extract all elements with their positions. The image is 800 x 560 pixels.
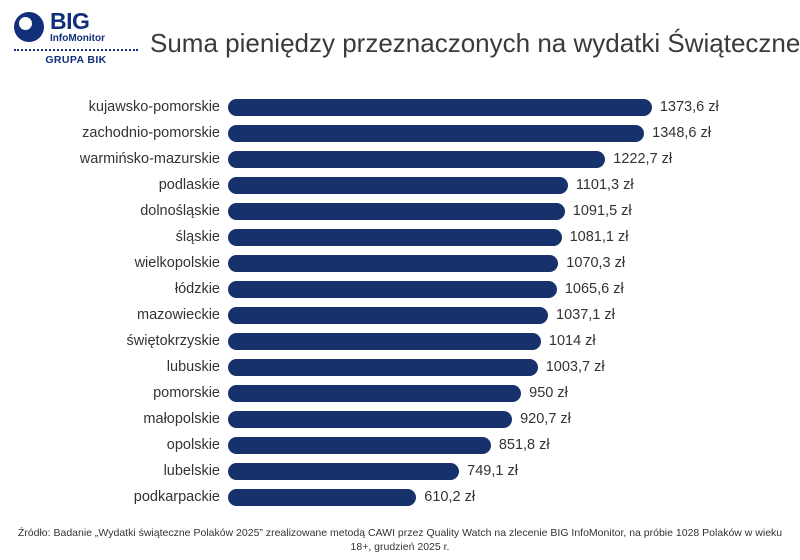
chart-bar-track xyxy=(228,354,790,380)
chart-bar-track xyxy=(228,94,790,120)
chart-row xyxy=(0,276,790,302)
chart-bar xyxy=(228,463,459,480)
chart-bar-track xyxy=(228,250,790,276)
chart-row xyxy=(0,172,790,198)
chart-bar xyxy=(228,411,512,428)
chart-category-label: zachodnio-pomorskie xyxy=(82,125,220,141)
chart-category-label: dolnośląskie xyxy=(140,203,220,219)
chart-bar xyxy=(228,255,558,272)
chart-value-label: 1373,6 zł xyxy=(659,99,719,115)
chart-bar xyxy=(228,99,652,116)
chart-bar-track xyxy=(228,302,790,328)
chart-value-label: 1101,3 zł xyxy=(575,177,634,193)
chart-value-label: 1037,1 zł xyxy=(556,307,615,323)
chart-row xyxy=(0,328,790,354)
chart-row xyxy=(0,432,790,458)
logo-text xyxy=(50,10,105,44)
chart-bar-track xyxy=(228,198,790,224)
chart-bar xyxy=(228,229,562,246)
chart-value-label: 1091,5 zł xyxy=(572,203,632,219)
chart-bar-track xyxy=(228,120,790,146)
chart-row xyxy=(0,484,790,510)
chart-category-label: kujawsko-pomorskie xyxy=(88,99,220,115)
circle-logo-icon xyxy=(14,12,44,42)
chart-title: Suma pieniędzy przeznaczonych na wydatki Świąteczne xyxy=(150,28,800,58)
logo-group: GRUPA BIK xyxy=(45,54,107,66)
chart-bar xyxy=(228,437,491,454)
chart-value-label: 1070,3 zł xyxy=(566,255,626,271)
chart-bar xyxy=(228,307,548,324)
chart-value-label: 851,8 zł xyxy=(498,437,550,453)
logo-brand: BIG xyxy=(50,8,90,34)
chart-value-label: 950 zł xyxy=(529,385,568,401)
chart-category-label: śląskie xyxy=(175,229,220,245)
chart-bar xyxy=(228,203,565,220)
logo xyxy=(14,10,144,66)
chart-bar-track xyxy=(228,224,790,250)
chart-category-label: podlaskie xyxy=(158,177,220,193)
chart-bar-track xyxy=(228,380,790,406)
chart-row xyxy=(0,458,790,484)
chart-bar xyxy=(228,281,557,298)
chart-row xyxy=(0,224,790,250)
chart-category-label: pomorskie xyxy=(153,385,220,401)
chart-bar xyxy=(228,333,541,350)
chart-category-label: mazowieckie xyxy=(137,307,220,323)
chart-row xyxy=(0,198,790,224)
chart-row xyxy=(0,146,790,172)
chart-bar xyxy=(228,151,605,168)
chart-value-label: 1014 zł xyxy=(548,333,596,349)
chart-category-label: łódzkie xyxy=(174,281,220,297)
bar-chart xyxy=(0,94,800,510)
chart-row xyxy=(0,354,790,380)
chart-value-label: 1348,6 zł xyxy=(652,125,711,141)
chart-bar-track xyxy=(228,328,790,354)
chart-bar-track xyxy=(228,146,790,172)
chart-bar xyxy=(228,177,568,194)
logo-row xyxy=(14,10,144,44)
chart-header xyxy=(0,0,800,86)
chart-row xyxy=(0,250,790,276)
chart-row xyxy=(0,120,790,146)
chart-category-label: lubuskie xyxy=(166,359,220,375)
chart-value-label: 1065,6 zł xyxy=(564,281,624,297)
chart-bar-track xyxy=(228,484,790,510)
chart-value-label: 610,2 zł xyxy=(424,489,476,505)
chart-bar xyxy=(228,385,521,402)
chart-bar-track xyxy=(228,406,790,432)
chart-value-label: 1222,7 zł xyxy=(613,151,673,167)
chart-bar-track xyxy=(228,276,790,302)
chart-value-label: 1003,7 zł xyxy=(545,359,605,375)
chart-bar-track xyxy=(228,458,790,484)
chart-category-label: wielkopolskie xyxy=(134,255,220,271)
chart-category-label: lubelskie xyxy=(163,463,220,479)
source-note: Źródło: Badanie „Wydatki świąteczne Polaków 2025” zrealizowane metodą CAWI przez Quality Watch na zlecenie BIG InfoMonitor, na próbie 1028 Polaków w wieku 18+, grudzień 2025 r. xyxy=(17,526,783,553)
chart-bar xyxy=(228,125,644,142)
chart-category-label: małopolskie xyxy=(143,411,220,427)
chart-category-label: podkarpackie xyxy=(133,489,220,505)
chart-bar-track xyxy=(228,172,790,198)
logo-brand-sub: InfoMonitor xyxy=(50,33,105,44)
chart-row xyxy=(0,302,790,328)
chart-bar-track xyxy=(228,432,790,458)
chart-bar xyxy=(228,489,416,506)
logo-divider xyxy=(14,49,138,51)
chart-bar xyxy=(228,359,538,376)
chart-category-label: świętokrzyskie xyxy=(126,333,220,349)
chart-row xyxy=(0,94,790,120)
chart-category-label: opolskie xyxy=(166,437,220,453)
chart-row xyxy=(0,406,790,432)
chart-value-label: 749,1 zł xyxy=(467,463,518,479)
chart-value-label: 1081,1 zł xyxy=(569,229,629,245)
chart-row xyxy=(0,380,790,406)
chart-value-label: 920,7 zł xyxy=(520,411,571,427)
chart-category-label: warmińsko-mazurskie xyxy=(79,151,220,167)
